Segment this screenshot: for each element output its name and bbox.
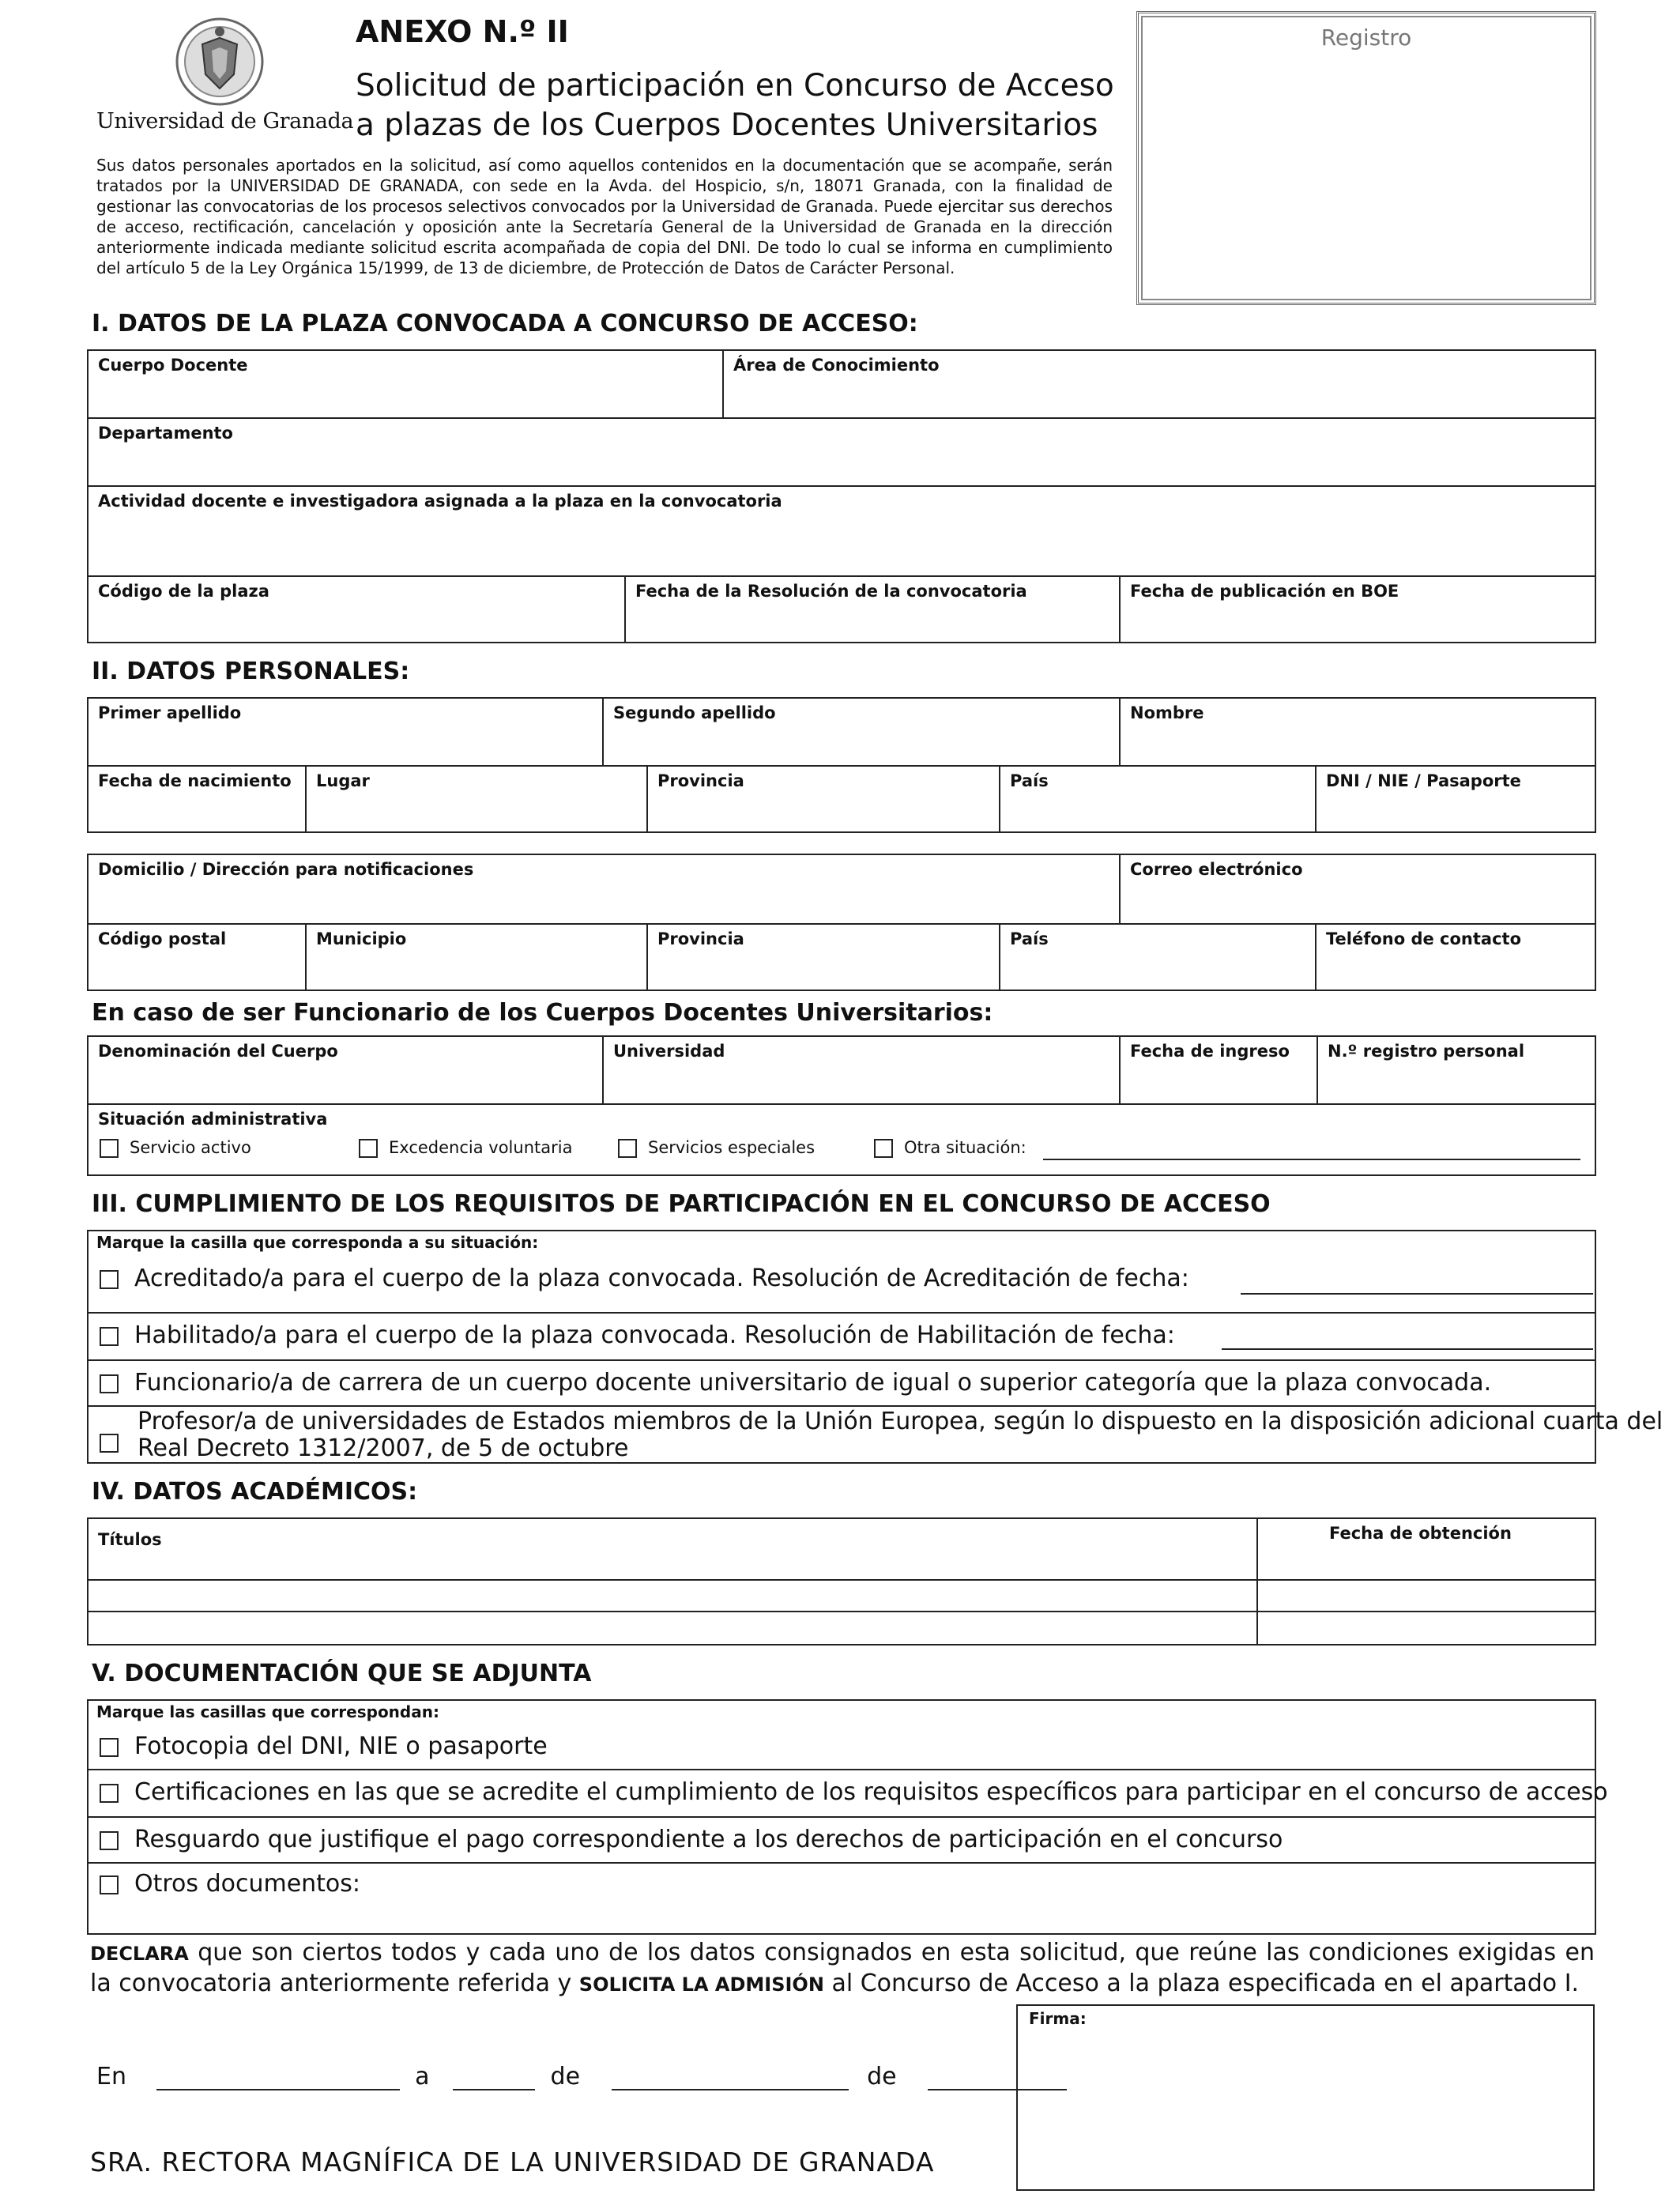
field-fecha-obtencion-1[interactable] xyxy=(1258,1519,1595,1581)
document-row-2 xyxy=(89,1770,1608,1818)
day-field[interactable] xyxy=(453,2067,535,2090)
label-primer-apellido: Primer apellido xyxy=(98,703,242,722)
month-field[interactable] xyxy=(612,2067,849,2090)
section-5-heading: V. DOCUMENTACIÓN QUE SE ADJUNTA xyxy=(92,1660,592,1687)
label-titulos: Títulos xyxy=(98,1530,162,1549)
checkbox-acreditado[interactable] xyxy=(100,1270,119,1289)
academic-table xyxy=(87,1517,1596,1646)
registry-stamp-box xyxy=(1136,11,1596,305)
option-habilitado[interactable] xyxy=(100,1321,1175,1349)
place-field[interactable] xyxy=(156,2067,400,2090)
field-registro-personal[interactable] xyxy=(1318,1037,1595,1105)
label-pais-domicilio: País xyxy=(1010,929,1049,948)
label-fecha-boe: Fecha de publicación en BOE xyxy=(1130,582,1399,601)
option-acreditado[interactable] xyxy=(100,1265,1189,1292)
option-servicios-especiales[interactable] xyxy=(618,1138,815,1158)
section-1-heading: I. DATOS DE LA PLAZA CONVOCADA A CONCURSO DE ACCESO: xyxy=(92,310,918,337)
situacion-administrativa xyxy=(89,1105,1595,1174)
funcionario-heading: En caso de ser Funcionario de los Cuerpos Docentes Universitarios: xyxy=(92,999,993,1027)
field-fecha-obtencion-3[interactable] xyxy=(1258,1612,1595,1644)
label-resguardo: Resguardo que justifique el pago correspondiente a los derechos de participación en el concurso xyxy=(134,1826,1283,1853)
requirement-row-1 xyxy=(89,1231,1595,1314)
field-denominacion[interactable] xyxy=(89,1037,604,1105)
habilitacion-date-line[interactable] xyxy=(1222,1348,1593,1350)
label-segundo-apellido: Segundo apellido xyxy=(613,703,776,722)
option-otra-situacion[interactable] xyxy=(874,1138,1026,1158)
document-row-1 xyxy=(89,1701,1595,1770)
field-provincia-domicilio[interactable] xyxy=(648,925,1000,990)
requirement-row-4 xyxy=(89,1407,1663,1462)
address-table xyxy=(87,854,1596,991)
section-4-heading: IV. DATOS ACADÉMICOS: xyxy=(92,1478,418,1506)
label-fecha-obtencion: Fecha de obtención xyxy=(1329,1524,1512,1543)
label-funcionario: Funcionario/a de carrera de un cuerpo docente universitario de igual o superior categoría que la plaza convocada. xyxy=(134,1369,1492,1397)
documents-table xyxy=(87,1699,1608,1935)
form-title-line1: Solicitud de participación en Concurso de Acceso xyxy=(356,68,1114,104)
label-profesor-ue-line1: Profesor/a de universidades de Estados miembros de la Unión Europea, según lo dispuesto en la disposición adicional cuarta del xyxy=(137,1408,1663,1435)
field-dni[interactable] xyxy=(1317,767,1595,831)
label-lugar: Lugar xyxy=(316,771,370,790)
field-pais[interactable] xyxy=(1000,767,1317,831)
field-fecha-nacimiento[interactable] xyxy=(89,767,307,831)
field-fecha-ingreso[interactable] xyxy=(1121,1037,1318,1105)
option-servicio-activo[interactable] xyxy=(100,1138,251,1158)
field-lugar[interactable] xyxy=(307,767,648,831)
label-otros: Otros documentos: xyxy=(134,1870,361,1898)
field-domicilio[interactable] xyxy=(89,855,1121,925)
funcionario-table xyxy=(87,1035,1596,1176)
option-funcionario[interactable] xyxy=(100,1369,1491,1397)
label-codigo-postal: Código postal xyxy=(98,929,227,948)
label-cuerpo-docente: Cuerpo Docente xyxy=(98,356,248,375)
label-domicilio: Domicilio / Dirección para notificaciones xyxy=(98,860,474,879)
label-servicios-especiales: Servicios especiales xyxy=(648,1138,816,1157)
form-title-line2: a plazas de los Cuerpos Docentes Universitarios xyxy=(356,107,1098,143)
checkbox-servicio-activo[interactable] xyxy=(100,1139,119,1158)
checkbox-dni[interactable] xyxy=(100,1738,119,1757)
field-titulos-2[interactable] xyxy=(89,1581,1258,1612)
field-fecha-boe[interactable] xyxy=(1121,577,1595,642)
field-cuerpo-docente[interactable] xyxy=(89,351,724,419)
label-provincia: Provincia xyxy=(657,771,744,790)
label-a: a xyxy=(415,2063,430,2090)
label-de-1: de xyxy=(550,2063,581,2090)
field-primer-apellido[interactable] xyxy=(89,699,604,767)
label-universidad: Universidad xyxy=(613,1042,725,1061)
personal-data-table xyxy=(87,697,1596,833)
option-certificaciones[interactable] xyxy=(100,1778,1608,1806)
field-titulos-3[interactable] xyxy=(89,1612,1258,1644)
label-provincia-domicilio: Provincia xyxy=(657,929,744,948)
checkbox-otra-situacion[interactable] xyxy=(874,1139,893,1158)
year-field[interactable] xyxy=(928,2067,1067,2090)
label-nombre: Nombre xyxy=(1130,703,1204,722)
registry-label: Registro xyxy=(1320,25,1412,51)
section-3-heading: III. CUMPLIMIENTO DE LOS REQUISITOS DE PARTICIPACIÓN EN EL CONCURSO DE ACCESO xyxy=(92,1190,1271,1218)
field-pais-domicilio[interactable] xyxy=(1000,925,1317,990)
field-fecha-obtencion-2[interactable] xyxy=(1258,1581,1595,1612)
declaration-text xyxy=(90,1938,1595,2000)
field-provincia[interactable] xyxy=(648,767,1000,831)
label-habilitado: Habilitado/a para el cuerpo de la plaza convocada. Resolución de Habilitación de fecha: xyxy=(134,1321,1175,1349)
label-dni: DNI / NIE / Pasaporte xyxy=(1326,771,1521,790)
label-en: En xyxy=(96,2063,126,2090)
solicita-keyword: SOLICITA LA ADMISIÓN xyxy=(578,1973,824,1996)
annex-number: ANEXO N.º II xyxy=(356,14,569,49)
declara-text-1: que son ciertos todos y cada uno de los datos consignados en esta solicitud, que reúne las condiciones exigidas en la convocatoria anteriormente referida y xyxy=(90,1939,1595,1997)
place-date-line xyxy=(96,2063,1067,2090)
signature-box[interactable] xyxy=(1016,2004,1595,2191)
label-denominacion: Denominación del Cuerpo xyxy=(98,1042,338,1061)
label-telefono: Teléfono de contacto xyxy=(1326,929,1522,948)
label-servicio-activo: Servicio activo xyxy=(130,1138,251,1157)
declara-keyword: DECLARA xyxy=(90,1943,189,1965)
requirements-table xyxy=(87,1230,1663,1464)
label-municipio: Municipio xyxy=(316,929,407,948)
university-logo xyxy=(96,16,354,142)
requirement-row-3 xyxy=(89,1361,1595,1407)
label-excedencia: Excedencia voluntaria xyxy=(389,1138,573,1157)
checkbox-servicios-especiales[interactable] xyxy=(618,1139,637,1158)
label-profesor-ue xyxy=(137,1408,1663,1462)
document-row-4 xyxy=(89,1864,1595,1933)
label-profesor-ue-line2: Real Decreto 1312/2007, de 5 de octubre xyxy=(137,1434,629,1462)
label-fecha-ingreso: Fecha de ingreso xyxy=(1130,1042,1290,1061)
checkbox-funcionario[interactable] xyxy=(100,1374,119,1393)
section-1-table xyxy=(87,349,1596,643)
otra-situacion-line[interactable] xyxy=(1043,1159,1580,1160)
label-departamento: Departamento xyxy=(98,424,233,443)
document-row-3 xyxy=(89,1818,1595,1864)
privacy-notice: Sus datos personales aportados en la solicitud, así como aquellos contenidos en la documentación que se acompañe, serán tratados por la UNIVERSIDAD DE GRANADA, con sede en la Avda. del Hospicio, s/n, 18071 Granada, con la finalidad de gestionar las convocatorias de los procesos selectivos convocados por la Universidad de Granada. Puede ejercitar sus derechos de acceso, rectificación, cancelación y oposición ante la Secretaría General de la Universidad de Granada en la dirección anteriormente indicada mediante solicitud escrita acompañada de copia del DNI. De todo lo cual se informa en cumplimiento del artículo 5 de la Ley Orgánica 15/1999, de 13 de diciembre, de Protección de Datos de Carácter Personal. xyxy=(96,156,1113,277)
label-codigo-plaza: Código de la plaza xyxy=(98,582,269,601)
label-situacion: Situación administrativa xyxy=(98,1110,328,1129)
label-correo: Correo electrónico xyxy=(1130,860,1303,879)
label-fecha-nacimiento: Fecha de nacimiento xyxy=(98,771,292,790)
acreditacion-date-line[interactable] xyxy=(1241,1293,1593,1295)
field-segundo-apellido[interactable] xyxy=(604,699,1121,767)
field-codigo-postal[interactable] xyxy=(89,925,307,990)
label-actividad: Actividad docente e investigadora asignada a la plaza en la convocatoria xyxy=(98,492,782,511)
requirement-row-2 xyxy=(89,1314,1595,1361)
label-registro-personal: N.º registro personal xyxy=(1328,1042,1525,1061)
label-certificaciones: Certificaciones en las que se acredite el cumplimiento de los requisitos específicos para participar en el concurso de acceso xyxy=(134,1778,1608,1806)
option-otros[interactable] xyxy=(100,1870,360,1898)
section-2-heading: II. DATOS PERSONALES: xyxy=(92,658,410,685)
field-fecha-resolucion[interactable] xyxy=(626,577,1121,642)
checkbox-certificaciones[interactable] xyxy=(100,1784,119,1803)
field-universidad[interactable] xyxy=(604,1037,1121,1105)
checkbox-otros[interactable] xyxy=(100,1875,119,1894)
label-area: Área de Conocimiento xyxy=(733,356,940,375)
option-excedencia[interactable] xyxy=(359,1138,572,1158)
field-codigo-plaza[interactable] xyxy=(89,577,626,642)
documents-note: Marque las casillas que correspondan: xyxy=(96,1702,439,1721)
field-municipio[interactable] xyxy=(307,925,648,990)
label-fecha-resolucion: Fecha de la Resolución de la convocatoria xyxy=(635,582,1027,601)
addressee: SRA. RECTORA MAGNÍFICA DE LA UNIVERSIDAD DE GRANADA xyxy=(90,2147,935,2177)
field-telefono[interactable] xyxy=(1317,925,1595,990)
option-resguardo[interactable] xyxy=(100,1826,1283,1853)
field-titulos-1[interactable] xyxy=(89,1519,1258,1581)
field-nombre[interactable] xyxy=(1121,699,1595,767)
checkbox-excedencia[interactable] xyxy=(359,1139,378,1158)
field-actividad[interactable] xyxy=(89,487,1595,577)
checkbox-habilitado[interactable] xyxy=(100,1327,119,1346)
field-departamento[interactable] xyxy=(89,419,1595,487)
signature-label: Firma: xyxy=(1029,2009,1087,2028)
field-area[interactable] xyxy=(724,351,1595,419)
logo-text: Universidad de Granada xyxy=(96,109,354,134)
label-pais: País xyxy=(1010,771,1049,790)
label-dni-copia: Fotocopia del DNI, NIE o pasaporte xyxy=(134,1732,548,1760)
label-acreditado: Acreditado/a para el cuerpo de la plaza convocada. Resolución de Acreditación de fecha: xyxy=(134,1265,1189,1292)
requirements-note: Marque la casilla que corresponda a su situación: xyxy=(96,1233,539,1252)
field-correo[interactable] xyxy=(1121,855,1595,925)
label-de-2: de xyxy=(867,2063,897,2090)
declara-text-2: al Concurso de Acceso a la plaza especificada en el apartado I. xyxy=(823,1970,1580,1997)
label-otra-situacion: Otra situación: xyxy=(904,1138,1026,1157)
option-dni[interactable] xyxy=(100,1732,548,1760)
checkbox-resguardo[interactable] xyxy=(100,1831,119,1850)
coat-of-arms-icon xyxy=(172,16,267,107)
checkbox-profesor-ue[interactable] xyxy=(100,1434,119,1453)
